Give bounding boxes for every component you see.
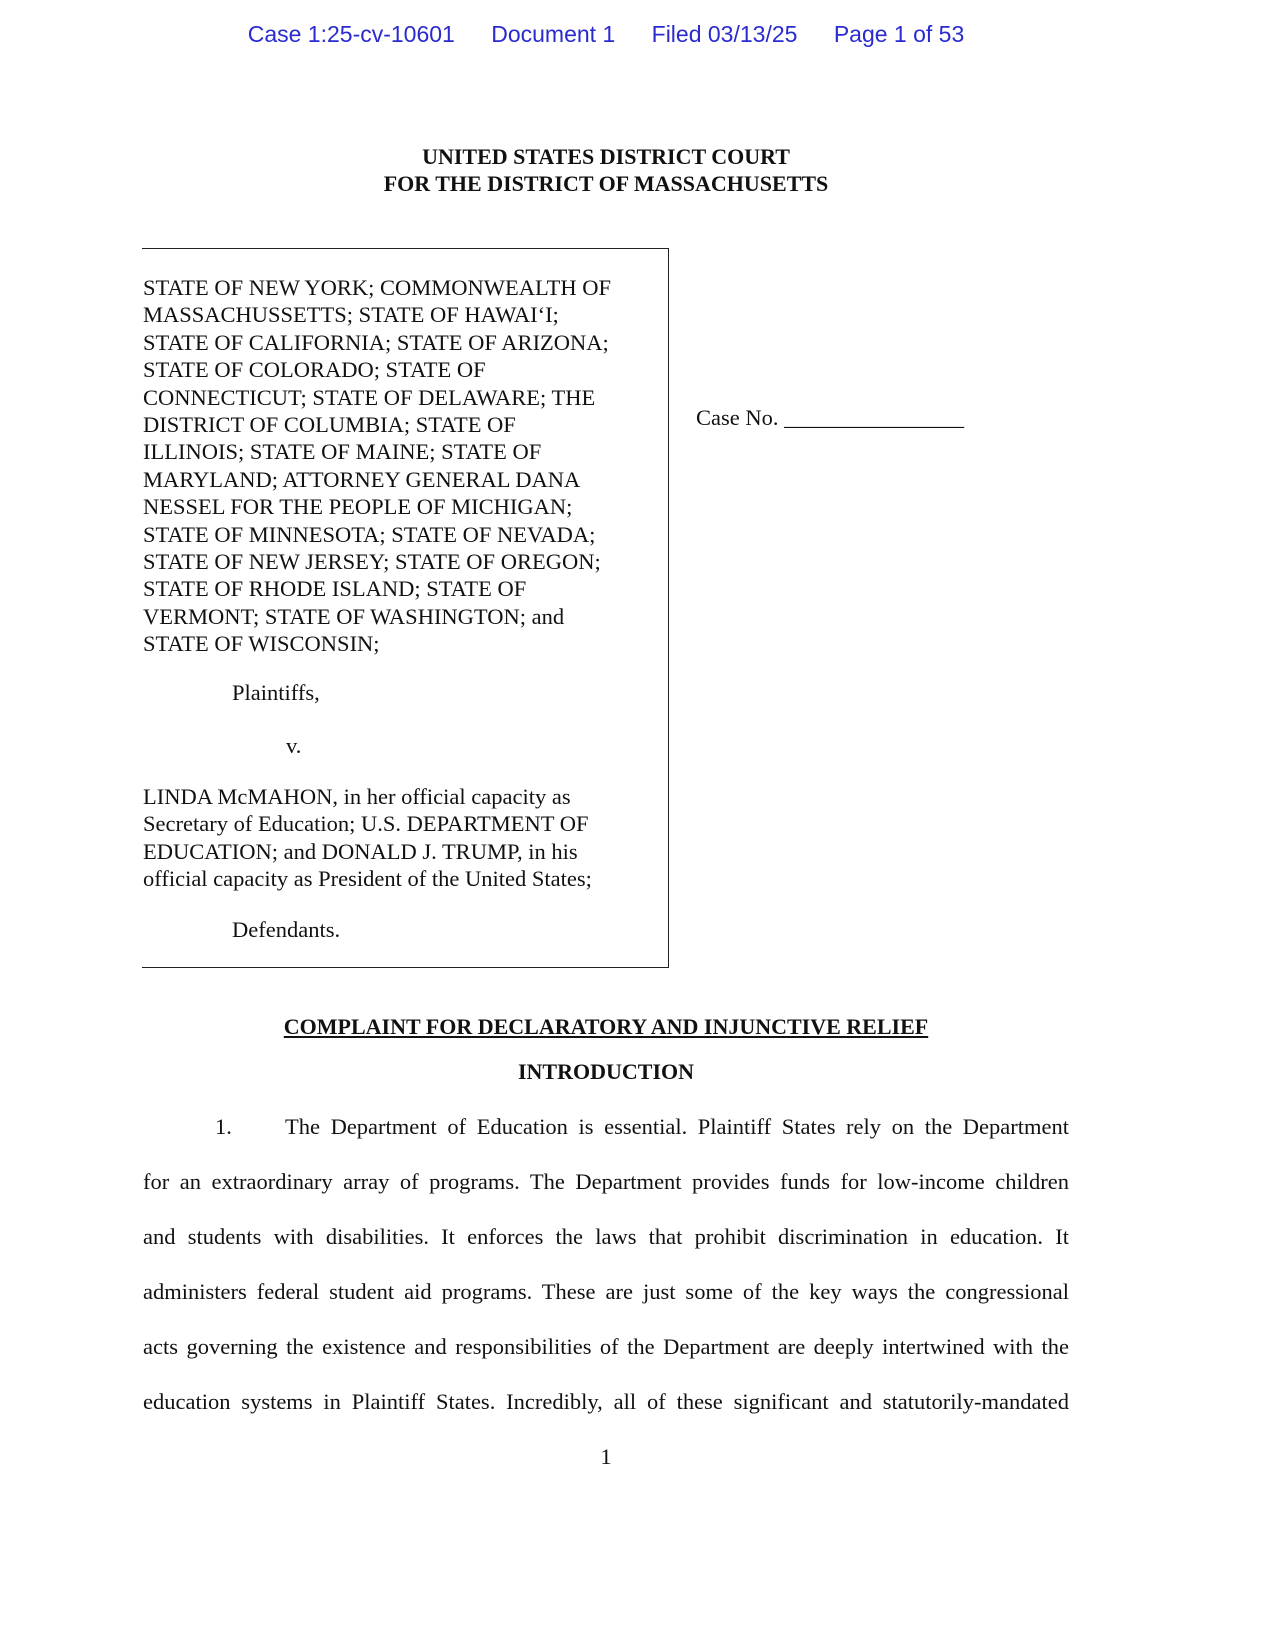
section-heading: INTRODUCTION [517, 1059, 695, 1084]
paragraph-text: The Department of Education is essential. Plaintiff States rely on the Department [285, 1114, 1069, 1139]
paragraph-line: administers federal student aid programs. These are just some of the key ways the congressional [143, 1279, 1069, 1304]
caption-line: official capacity as President of the United States; [143, 866, 592, 892]
caption-line: STATE OF NEW YORK; COMMONWEALTH OF [143, 275, 612, 300]
caption-line: NESSEL FOR THE PEOPLE OF MICHIGAN; [143, 494, 573, 520]
plaintiffs-list [143, 274, 611, 658]
case-number: Case 1:25-cv-10601 [247, 21, 455, 47]
paragraph-line: for an extraordinary array of programs. The Department provides funds for low-income children [143, 1169, 1069, 1194]
paragraph-line: education systems in Plaintiff States. Incredibly, all of these significant and statutorily-mandated [143, 1389, 1069, 1414]
paragraph-1 [143, 1111, 1069, 1441]
caption-line: MARYLAND; ATTORNEY GENERAL DANA [143, 466, 581, 492]
caption-line: STATE OF RHODE ISLAND; STATE OF [143, 576, 527, 602]
filed-date: Filed 03/13/25 [651, 21, 798, 47]
caption-line: VERMONT; STATE OF WASHINGTON; and [143, 603, 565, 629]
ecf-header-stamp [0, 21, 1212, 48]
court-name: UNITED STATES DISTRICT COURT [422, 144, 790, 169]
paragraph-number: 1. [215, 1114, 232, 1139]
caption-line: STATE OF CALIFORNIA; STATE OF ARIZONA; [143, 329, 609, 355]
caption-line: Secretary of Education; U.S. DEPARTMENT OF [143, 811, 589, 837]
caption-line: STATE OF COLORADO; STATE OF [143, 357, 486, 383]
page-number: 1 [600, 1444, 612, 1469]
caption-line: LINDA McMAHON, in her official capacity as [143, 784, 571, 809]
paragraph-line [143, 1111, 1069, 1166]
caption-line: STATE OF NEW JERSEY; STATE OF OREGON; [143, 549, 601, 575]
caption-line: STATE OF WISCONSIN; [143, 631, 380, 657]
caption-line: MASSACHUSSETTS; STATE OF HAWAI‘I; [143, 302, 559, 328]
caption-line: EDUCATION; and DONALD J. TRUMP, in his [143, 838, 578, 864]
page-count: Page 1 of 53 [833, 21, 965, 47]
document-number: Document 1 [491, 21, 616, 47]
plaintiffs-label: Plaintiffs, [232, 680, 320, 705]
court-district: FOR THE DISTRICT OF MASSACHUSETTS [383, 171, 829, 196]
caption-line: ILLINOIS; STATE OF MAINE; STATE OF [143, 439, 542, 465]
caption-line: STATE OF MINNESOTA; STATE OF NEVADA; [143, 521, 596, 547]
versus: v. [286, 733, 302, 758]
defendants-list [143, 783, 592, 893]
case-number-blank: Case No. ________________ [696, 405, 965, 430]
defendants-label: Defendants. [232, 917, 341, 942]
caption-line: CONNECTICUT; STATE OF DELAWARE; THE [143, 384, 596, 410]
paragraph-line: acts governing the existence and responsibilities of the Department are deeply intertwined with the [143, 1334, 1069, 1359]
paragraph-line: and students with disabilities. It enforces the laws that prohibit discrimination in education. It [143, 1224, 1069, 1249]
caption-line: DISTRICT OF COLUMBIA; STATE OF [143, 412, 516, 438]
complaint-title: COMPLAINT FOR DECLARATORY AND INJUNCTIVE RELIEF [283, 1014, 929, 1039]
